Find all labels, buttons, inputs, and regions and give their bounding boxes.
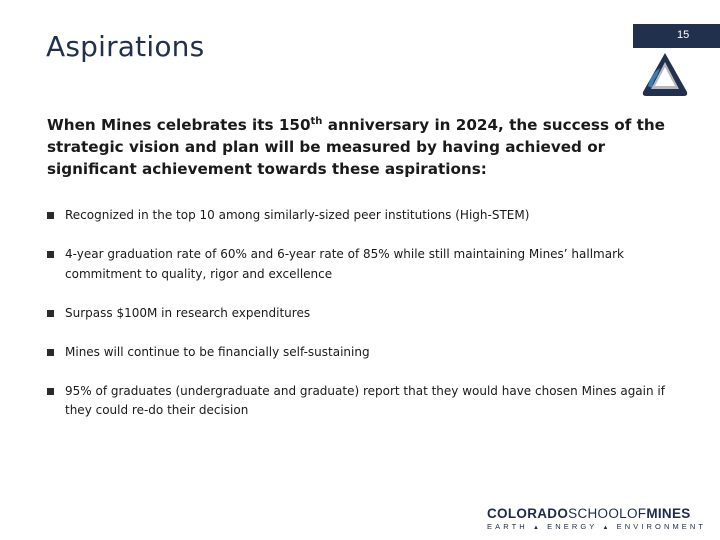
list-item — [47, 304, 677, 324]
aspirations-list — [47, 206, 677, 440]
page-number: 15 — [677, 29, 690, 41]
list-item-text: 4-year graduation rate of 60% and 6-year rate of 85% while still maintaining Mines’ hallmark commitment to quality, rigor and excellence — [65, 247, 624, 281]
tagline-environment: ENVIRONMENT — [616, 522, 707, 531]
triangle-separator-icon: ▲ — [532, 525, 542, 531]
list-item-text: Surpass $100M in research expenditures — [65, 305, 311, 320]
wordmark-colorado: COLORADO — [487, 506, 569, 521]
list-item — [47, 382, 677, 421]
triangle-separator-icon: ▲ — [602, 525, 612, 531]
wordmark-name — [487, 506, 693, 521]
mines-triangle-logo-icon — [640, 50, 690, 100]
square-bullet-icon — [47, 349, 54, 356]
wordmark-mines: MINES — [646, 506, 691, 521]
square-bullet-icon — [47, 310, 54, 317]
wordmark-tagline — [487, 522, 707, 531]
square-bullet-icon — [47, 388, 54, 395]
list-item — [47, 245, 677, 284]
list-item — [47, 206, 677, 226]
wordmark-school-of: SCHOOLOF — [568, 506, 647, 521]
intro-text-start: When Mines celebrates its 150 — [47, 116, 311, 134]
square-bullet-icon — [47, 212, 54, 219]
square-bullet-icon — [47, 251, 54, 258]
slide-title: Aspirations — [46, 30, 205, 63]
list-item-text: Mines will continue to be financially self-sustaining — [65, 344, 370, 359]
colorado-school-of-mines-wordmark — [487, 506, 707, 531]
tagline-earth: EARTH — [487, 522, 528, 531]
intro-text-end: anniversary in 2024, the success of the strategic vision and plan will be measured by having achieved or significant achievement towards these aspirations: — [47, 116, 665, 178]
list-item-text: 95% of graduates (undergraduate and graduate) report that they would have chosen Mines again if they could re-do their decision — [65, 383, 665, 417]
page-number-tab — [633, 24, 720, 48]
list-item-text: Recognized in the top 10 among similarly-sized peer institutions (High-STEM) — [65, 208, 530, 222]
intro-ordinal-suffix: th — [310, 116, 323, 127]
list-item — [47, 343, 677, 363]
intro-paragraph — [47, 114, 687, 180]
tagline-energy: ENERGY — [547, 522, 598, 531]
